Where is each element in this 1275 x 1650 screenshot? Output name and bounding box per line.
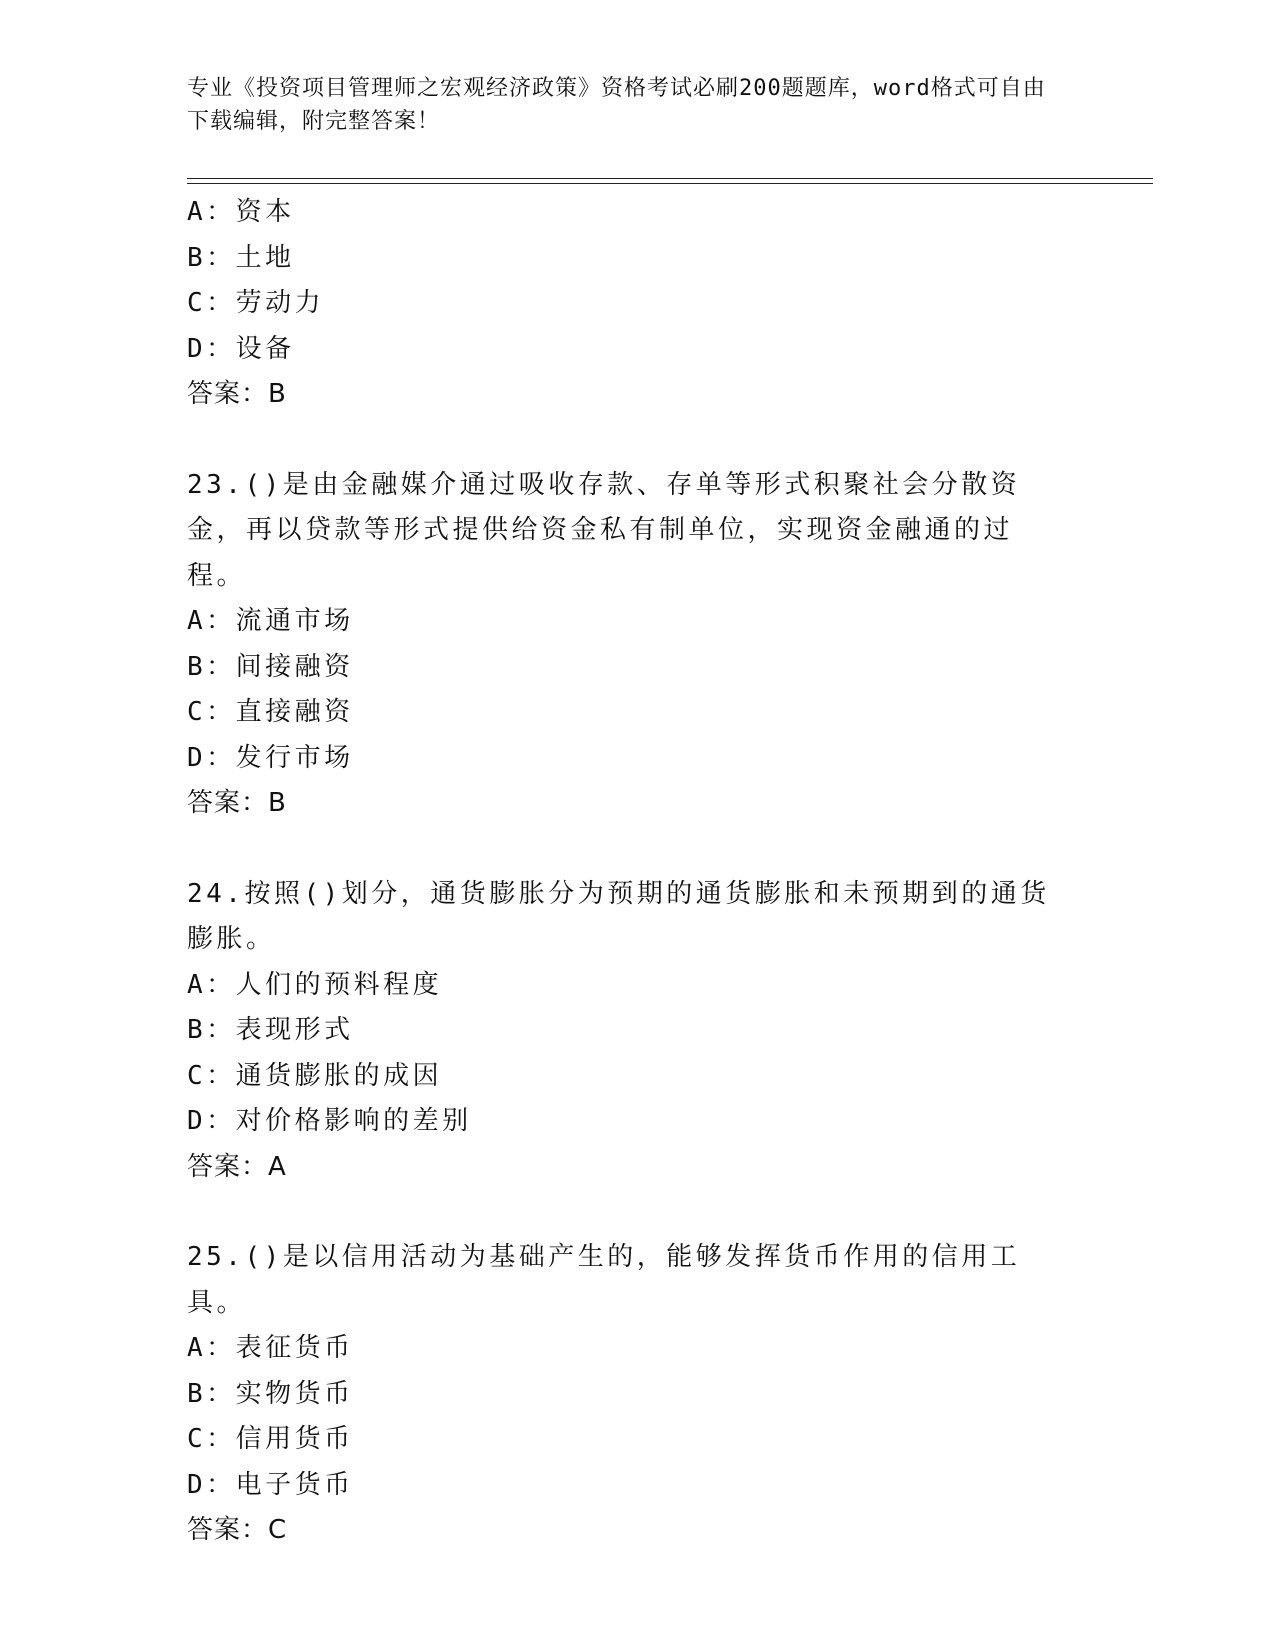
question-22 [187, 190, 1087, 418]
option-b: B：实物货币 [187, 1378, 354, 1409]
answer-line: 答案：A [187, 1151, 287, 1182]
option-c: C：直接融资 [187, 697, 354, 727]
option-d: D：对价格影响的差别 [187, 1106, 472, 1136]
option-a: A：人们的预料程度 [187, 969, 443, 1000]
answer-line: 答案：C [187, 1515, 288, 1545]
question-24 [187, 872, 1087, 1191]
option-c: C：通货膨胀的成因 [187, 1060, 443, 1091]
option-b: B：土地 [187, 242, 295, 273]
option-b: B：表现形式 [187, 1015, 354, 1045]
answer-line: 答案：B [187, 379, 287, 409]
document-header-text: 专业《投资项目管理师之宏观经济政策》资格考试必刷200题题库，word格式可自由下载编辑，附完整答案！ [187, 76, 1046, 134]
question-stem: 23.()是由金融媒介通过吸收存款、存单等形式积聚社会分散资金，再以贷款等形式提供给资金私有制单位，实现资金融通的过程。 [187, 469, 1021, 591]
question-stem: 24.按照()划分，通货膨胀分为预期的通货膨胀和未预期到的通货膨胀。 [187, 878, 1050, 954]
option-a: A：表征货币 [187, 1333, 354, 1363]
option-a: A：资本 [187, 197, 295, 227]
option-d: D：电子货币 [187, 1469, 354, 1500]
question-list [187, 190, 1087, 1554]
question-23 [187, 463, 1087, 827]
option-d: D：发行市场 [187, 742, 354, 773]
option-b: B：间接融资 [187, 651, 354, 682]
question-25 [187, 1235, 1087, 1554]
answer-line: 答案：B [187, 788, 287, 818]
header-divider-top [187, 178, 1153, 179]
option-c: C：信用货币 [187, 1424, 354, 1454]
option-c: C：劳动力 [187, 288, 325, 318]
header-divider-bottom [187, 183, 1153, 184]
question-stem: 25.()是以信用活动为基础产生的，能够发挥货币作用的信用工具。 [187, 1242, 1021, 1318]
option-a: A：流通市场 [187, 606, 354, 636]
option-d: D：设备 [187, 333, 295, 364]
